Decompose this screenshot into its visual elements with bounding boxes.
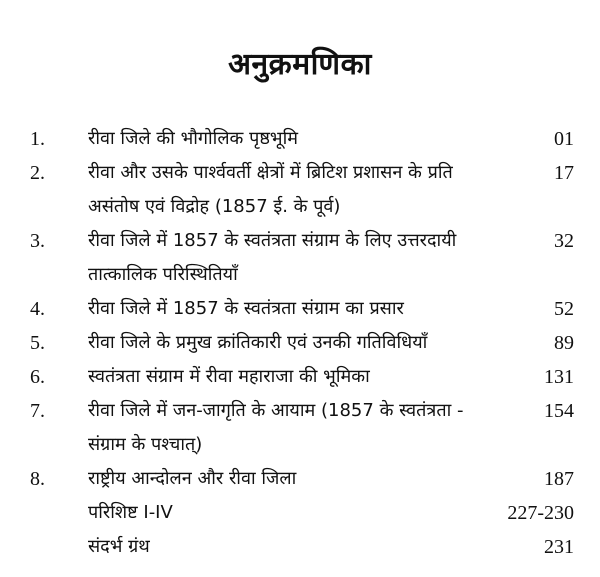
page-title: अनुक्रमणिका <box>228 47 372 82</box>
toc-entry-1 <box>0 122 600 156</box>
entry-page-number: 89 <box>554 332 574 354</box>
toc-entry-5 <box>0 326 600 360</box>
entry-title <box>88 292 488 326</box>
toc-entry-4 <box>0 292 600 326</box>
toc-entry-appendix <box>0 496 600 530</box>
entry-title-line: संदर्भ ग्रंथ <box>88 536 150 557</box>
entry-page-number: 231 <box>544 536 574 558</box>
entry-title <box>88 224 488 292</box>
table-of-contents <box>0 122 600 564</box>
entry-title-line: स्वतंत्रता संग्राम में रीवा महाराजा की भूमिका <box>88 366 370 387</box>
entry-title <box>88 326 488 360</box>
entry-page-number: 227-230 <box>507 502 574 524</box>
toc-entry-8 <box>0 462 600 496</box>
toc-entry-3 <box>0 224 600 292</box>
entry-title-line: रीवा जिले के प्रमुख क्रांतिकारी एवं उनकी गतिविधियाँ <box>88 332 428 353</box>
entry-title <box>88 496 488 530</box>
entry-page-number: 01 <box>554 128 574 150</box>
entry-number: 5. <box>30 332 45 354</box>
entry-number: 3. <box>30 230 45 252</box>
entry-title <box>88 462 488 496</box>
entry-number: 4. <box>30 298 45 320</box>
entry-title-line: असंतोष एवं विद्रोह (1857 ई. के पूर्व) <box>88 196 341 217</box>
entry-number: 7. <box>30 400 45 422</box>
toc-entry-bibliography <box>0 530 600 564</box>
entry-page-number: 17 <box>554 162 574 184</box>
toc-entry-2 <box>0 156 600 224</box>
entry-number: 1. <box>30 128 45 150</box>
entry-title-line: रीवा जिले की भौगोलिक पृष्ठभूमि <box>88 128 298 149</box>
entry-title-line: परिशिष्ट I-IV <box>88 502 173 523</box>
entry-number: 2. <box>30 162 45 184</box>
entry-title-line: रीवा जिले में 1857 के स्वतंत्रता संग्राम के लिए उत्तरदायी <box>88 230 457 251</box>
entry-number: 8. <box>30 468 45 490</box>
entry-title-line: रीवा जिले में 1857 के स्वतंत्रता संग्राम का प्रसार <box>88 298 404 319</box>
entry-page-number: 154 <box>544 400 574 422</box>
entry-page-number: 32 <box>554 230 574 252</box>
entry-page-number: 52 <box>554 298 574 320</box>
entry-title-line: तात्कालिक परिस्थितियाँ <box>88 264 238 285</box>
entry-number: 6. <box>30 366 45 388</box>
entry-title-line: राष्ट्रीय आन्दोलन और रीवा जिला <box>88 468 297 489</box>
entry-title-line: रीवा जिले में जन-जागृति के आयाम (1857 के स्वतंत्रता - <box>88 400 464 421</box>
entry-title <box>88 394 488 462</box>
toc-entry-7 <box>0 394 600 462</box>
entry-title <box>88 122 488 156</box>
entry-page-number: 187 <box>544 468 574 490</box>
entry-title <box>88 360 488 394</box>
entry-title-line: रीवा और उसके पार्श्ववर्ती क्षेत्रों में ब्रिटिश प्रशासन के प्रति <box>88 162 453 183</box>
entry-title <box>88 156 488 224</box>
entry-page-number: 131 <box>544 366 574 388</box>
entry-title-line: संग्राम के पश्चात्) <box>88 434 203 455</box>
toc-entry-6 <box>0 360 600 394</box>
entry-title <box>88 530 488 564</box>
